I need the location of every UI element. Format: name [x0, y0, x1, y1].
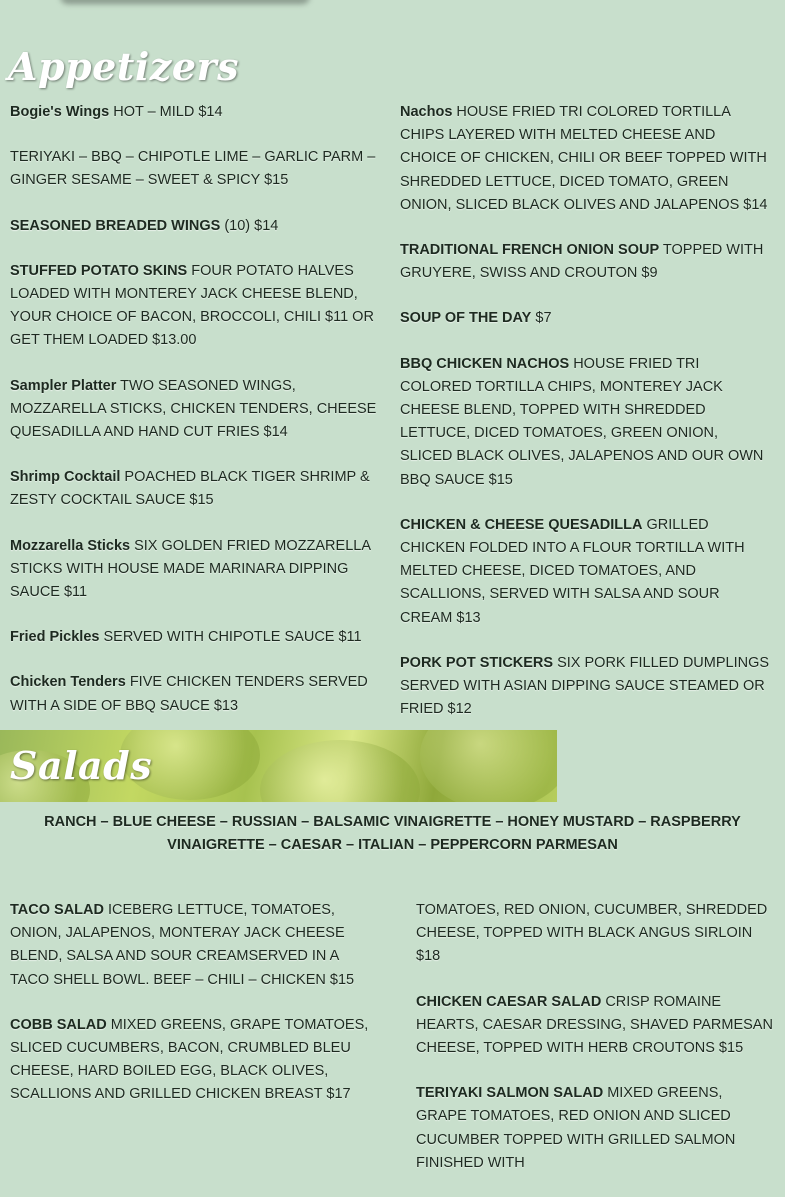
menu-item-name: CHICKEN & CHEESE QUESADILLA: [400, 516, 643, 533]
menu-item-description: FIVE CHICKEN TENDERS SERVED WITH A SIDE OF BBQ SAUCE $13: [10, 674, 368, 714]
menu-item-description: (10) $14: [224, 217, 279, 234]
menu-item-name: Nachos: [400, 104, 453, 120]
menu-item-description: HOT – MILD $14: [113, 104, 223, 120]
menu-item-name: TACO SALAD: [10, 902, 104, 918]
salads-right-column: [416, 899, 774, 1197]
menu-item-description: FOUR POTATO HALVES LOADED WITH MONTEREY JACK CHEESE BLEND, YOUR CHOICE OF BACON, BROCCOLI, CHILI $11 OR GET THEM LOADED $13.00: [10, 262, 374, 349]
menu-item-description: SERVED WITH CHIPOTLE SAUCE $11: [103, 629, 362, 646]
menu-item: [416, 1082, 774, 1175]
menu-item-name: Mozzarella Sticks: [10, 537, 131, 554]
menu-item-name: Sampler Platter: [10, 377, 117, 394]
menu-item-description: MIXED GREENS, GRAPE TOMATOES, RED ONION AND SLICED CUCUMBER TOPPED WITH GRILLED SALMON FINISHED WITH: [416, 1085, 736, 1171]
menu-item: [10, 260, 388, 353]
menu-item-name: PORK POT STICKERS: [400, 654, 554, 671]
menu-item-name: COBB SALAD: [10, 1016, 107, 1033]
appetizers-left-column: [10, 101, 388, 740]
menu-item-name: Shrimp Cocktail: [10, 469, 121, 486]
menu-item-description: HOUSE FRIED TRI COLORED TORTILLA CHIPS, MONTEREY JACK CHEESE BLEND, TOPPED WITH SHREDDED LETTUCE, DICED TOMATOES, GREEN ONION, SLICED BLACK OLIVES, JALAPENOS AND OUR OWN BBQ SAUCE $15: [400, 355, 764, 488]
menu-item: [400, 101, 772, 217]
menu-item: [10, 466, 388, 512]
menu-item-name: Bogie's Wings: [10, 104, 110, 120]
menu-item-name: TRADITIONAL FRENCH ONION SOUP: [400, 242, 660, 259]
menu-item: [416, 991, 774, 1061]
menu-item-description: HOUSE FRIED TRI COLORED TORTILLA CHIPS LAYERED WITH MELTED CHEESE AND CHOICE OF CHICKEN, CHILI OR BEEF TOPPED WITH SHREDDED LETTUCE, DICED TOMATO, GREEN ONION, SLICED BLACK OLIVES AND JALAPENOS $14: [400, 104, 768, 213]
menu-item: [400, 514, 772, 630]
menu-item-description: SIX GOLDEN FRIED MOZZARELLA STICKS WITH HOUSE MADE MARINARA DIPPING SAUCE $11: [10, 537, 371, 601]
menu-item: [10, 671, 388, 717]
menu-item: [10, 899, 380, 992]
menu-item-description: TWO SEASONED WINGS, MOZZARELLA STICKS, CHICKEN TENDERS, CHEESE QUESADILLA AND HAND CUT FRIES $14: [10, 377, 377, 441]
menu-item-name: TERIYAKI SALMON SALAD: [416, 1085, 604, 1102]
menu-item-description: CRISP ROMAINE HEARTS, CAESAR DRESSING, SHAVED PARMESAN CHEESE, TOPPED WITH HERB CROUTONS $15: [416, 993, 773, 1057]
salads-heading: Salads: [10, 743, 153, 788]
menu-item-description: $7: [535, 310, 552, 327]
menu-item-name: STUFFED POTATO SKINS: [10, 262, 188, 279]
top-shadow-decoration: [60, 0, 310, 4]
menu-item-name: SEASONED BREADED WINGS: [10, 217, 221, 234]
menu-item: [10, 375, 388, 445]
menu-item: [10, 626, 388, 649]
menu-item-description: ICEBERG LETTUCE, TOMATOES, ONION, JALAPENOS, MONTERAY JACK CHEESE BLEND, SALSA AND SOUR CREAMSERVED IN A TACO SHELL BOWL. BEEF – CHILI – CHICKEN $15: [10, 902, 355, 988]
menu-item-description: GRILLED CHICKEN FOLDED INTO A FLOUR TORTILLA WITH MELTED CHEESE, DICED TOMATOES, AND SCALLIONS, SERVED WITH SALSA AND SOUR CREAM $13: [400, 516, 745, 626]
menu-item: [416, 899, 774, 969]
menu-item: [10, 535, 388, 605]
menu-item-description: MIXED GREENS, GRAPE TOMATOES, SLICED CUCUMBERS, BACON, CRUMBLED BLEU CHEESE, HARD BOILED EGG, BLACK OLIVES, SCALLIONS AND GRILLED CHICKEN BREAST $17: [10, 1016, 369, 1103]
menu-item: [400, 652, 772, 722]
dressing-options: RANCH – BLUE CHEESE – RUSSIAN – BALSAMIC VINAIGRETTE – HONEY MUSTARD – RASPBERRY VINAIGRETTE – CAESAR – ITALIAN – PEPPERCORN PARMESAN: [44, 814, 741, 854]
menu-item-description: TOPPED WITH GRUYERE, SWISS AND CROUTON $9: [400, 242, 764, 282]
menu-item-description: TERIYAKI – BBQ – CHIPOTLE LIME – GARLIC PARM – GINGER SESAME – SWEET & SPICY $15: [10, 149, 376, 189]
menu-item-description: SIX PORK FILLED DUMPLINGS SERVED WITH ASIAN DIPPING SAUCE STEAMED OR FRIED $12: [400, 654, 770, 718]
menu-item-name: BBQ CHICKEN NACHOS: [400, 355, 570, 372]
menu-item: [400, 307, 772, 330]
appetizers-right-column: [400, 101, 772, 743]
menu-item-name: Fried Pickles: [10, 629, 100, 646]
menu-item: [10, 215, 388, 238]
menu-item: [10, 146, 388, 192]
salads-left-column: [10, 899, 380, 1129]
menu-item-name: CHICKEN CAESAR SALAD: [416, 993, 602, 1010]
menu-item: [400, 353, 772, 492]
menu-item: [10, 1014, 380, 1107]
menu-item: [400, 239, 772, 285]
menu-item-description: POACHED BLACK TIGER SHRIMP & ZESTY COCKTAIL SAUCE $15: [10, 469, 370, 509]
menu-item: [10, 101, 388, 124]
menu-item-description: TOMATOES, RED ONION, CUCUMBER, SHREDDED CHEESE, TOPPED WITH BLACK ANGUS SIRLOIN $18: [416, 902, 768, 965]
appetizers-heading: Appetizers: [8, 44, 239, 89]
menu-item-name: SOUP OF THE DAY: [400, 310, 532, 327]
menu-item-name: Chicken Tenders: [10, 674, 126, 691]
